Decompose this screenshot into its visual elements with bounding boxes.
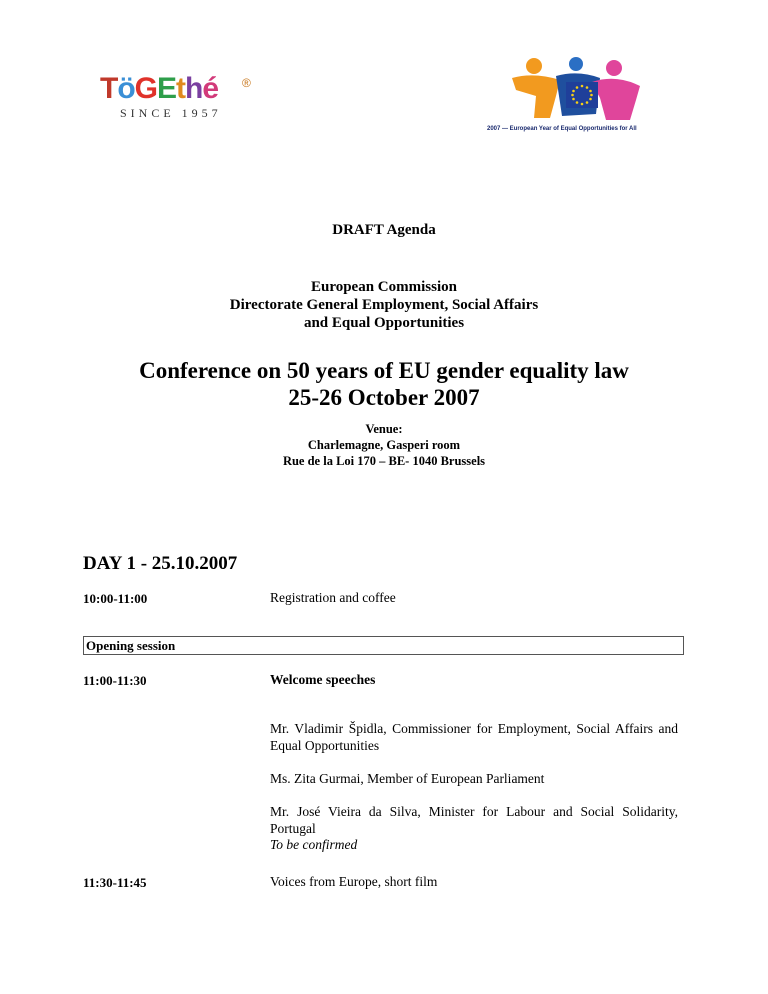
venue-place: Charlemagne, Gasperi room [307,438,461,452]
venue-address: Rue de la Loi 170 – BE- 1040 Brussels [282,454,486,468]
org-line-3: and Equal Opportunities [303,315,465,331]
registration-text: Registration and coffee [270,590,396,605]
logo-letter: ö [117,72,135,105]
day-heading: DAY 1 - 25.10.2007 [83,553,238,574]
logo-letter: h [185,72,203,105]
welcome-title: Welcome speeches [270,672,376,687]
logo-letter: é [202,72,219,105]
venue-label: Venue: [365,422,403,436]
opening-session-header [83,636,684,655]
film-text: Voices from Europe, short film [270,874,438,889]
logo-letter: T [100,72,118,105]
org-line-1: European Commission [310,279,457,295]
logo-letter: G [134,72,157,105]
conference-title [0,357,768,411]
logo-letter: t [176,72,186,105]
organisation-block [0,278,768,332]
speaker-gurmai: Ms. Zita Gurmai, Member of European Parliament [270,771,545,786]
equal-opportunities-emblem-icon [490,56,660,126]
speaker-vieira-text: Mr. José Vieira da Silva, Minister for Labour and Social Solidarity, Portugal [270,804,678,836]
film-time: 11:30-11:45 [83,875,147,890]
speaker-spidla: Mr. Vladimir Špidla, Commissioner for Employment, Social Affairs and Equal Opportunities [270,721,678,753]
logo-since: SINCE 1957 [120,106,222,120]
session-title: Opening session [86,638,176,653]
welcome-time: 11:00-11:30 [83,673,147,688]
logo-caption: 2007 — European Year of Equal Opportunities for All [487,126,637,132]
registration-time: 10:00-11:00 [83,591,148,606]
venue-block [0,421,768,469]
logo-letter: E [157,72,177,105]
equal-opportunities-logo [487,56,660,140]
conference-title-line-1: Conference on 50 years of EU gender equality law [139,358,629,383]
logo-wordmark [100,72,218,106]
conference-dates: 25-26 October 2007 [288,385,480,410]
to-be-confirmed-note: To be confirmed [270,837,358,852]
draft-agenda-heading: DRAFT Agenda [332,222,436,238]
togethe-logo [100,72,260,124]
speaker-vieira [270,804,678,854]
registered-mark: ® [242,76,251,90]
org-line-2: Directorate General Employment, Social Affairs [229,297,539,313]
